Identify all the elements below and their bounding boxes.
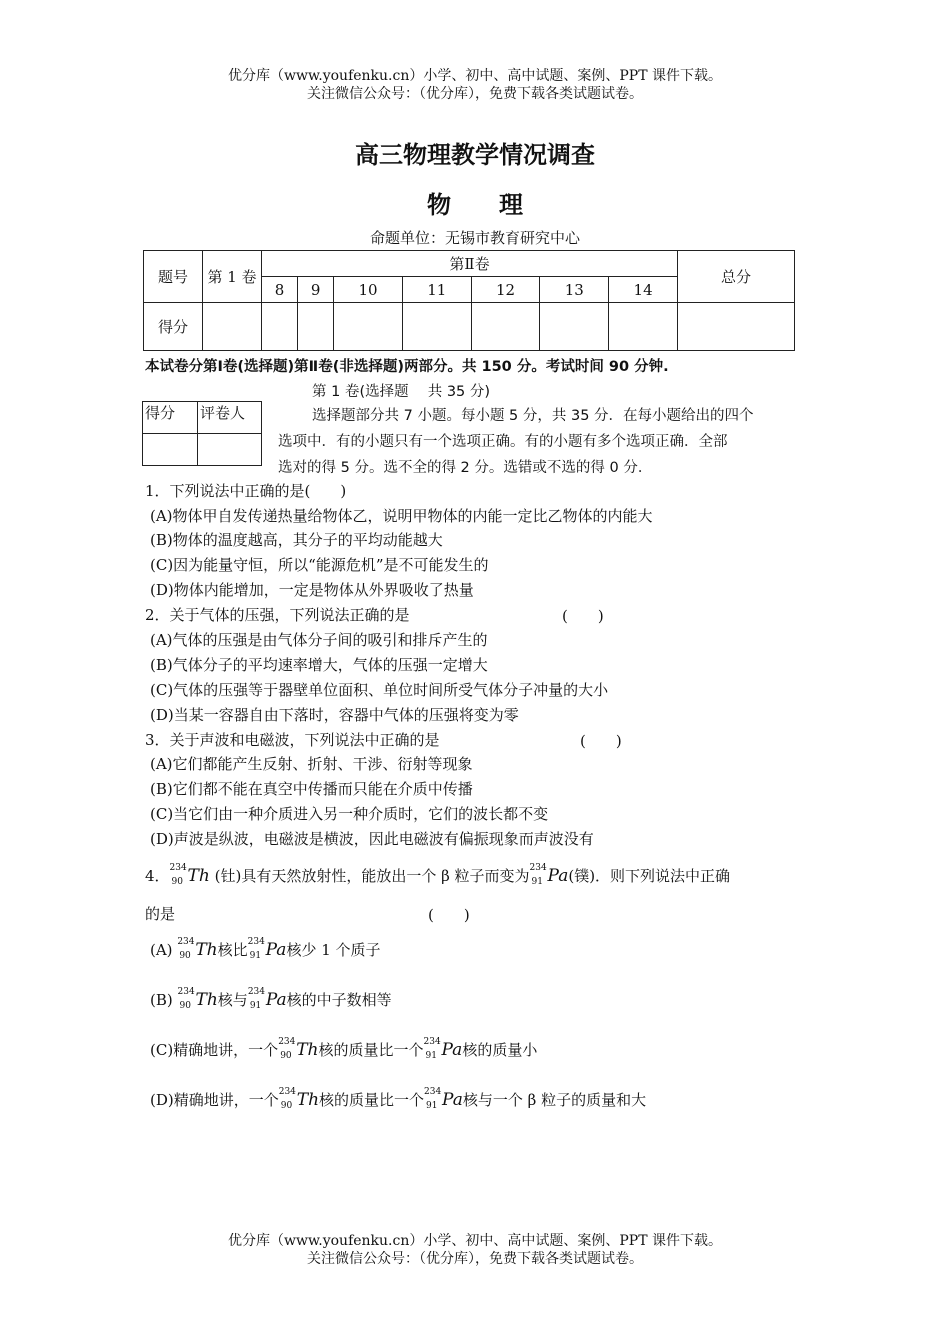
issuer: 命题单位：无锡市教育研究中心: [369, 229, 580, 247]
site-header-line2: 关注微信公众号：（优分库），免费下载各类试题试卷。: [307, 86, 643, 102]
q2-option-a[interactable]: (A)气体的压强是由气体分子间的吸引和排斥产生的: [150, 631, 488, 649]
q1-option-d[interactable]: (D)物体内能增加，一定是物体从外界吸收了热量: [150, 581, 474, 599]
cell-q9: 9: [298, 277, 334, 303]
q3-answer-blank[interactable]: ( ): [580, 732, 622, 750]
score-q9-blank[interactable]: [298, 303, 334, 351]
grader-score-label: 得分: [143, 402, 198, 434]
q1-option-a[interactable]: (A)物体甲自发传递热量给物体乙，说明甲物体的内能一定比乙物体的内能大: [150, 507, 653, 525]
site-footer-line1: 优分库（www.youfenku.cn）小学、初中、高中试题、案例、PPT 课件下载。: [227, 1233, 722, 1249]
subject-title: 物 理: [427, 191, 523, 219]
cell-part1: 第 1 卷: [203, 251, 262, 303]
score-q13-blank[interactable]: [540, 303, 609, 351]
q1-stem: 1．下列说法中正确的是( ): [145, 482, 347, 500]
q2-stem: 2．关于气体的压强，下列说法正确的是: [145, 606, 410, 624]
section1-heading: 第 1 卷(选择题 共 35 分): [312, 384, 491, 400]
q4-number: 4．: [145, 867, 170, 885]
site-footer-line2: 关注微信公众号：（优分库），免费下载各类试题试卷。: [307, 1251, 643, 1267]
q2-option-b[interactable]: (B)气体分子的平均速率增大，气体的压强一定增大: [150, 656, 488, 674]
score-q10-blank[interactable]: [334, 303, 403, 351]
q4-option-b[interactable]: (B) 234 90 Th核与 234 91 Pa核的中子数相等: [150, 987, 392, 1011]
cell-q12: 12: [471, 277, 540, 303]
cell-score-label: 得分: [144, 303, 203, 351]
q3-stem: 3．关于声波和电磁波，下列说法中正确的是: [145, 731, 440, 749]
q2-option-c[interactable]: (C)气体的压强等于器壁单位面积、单位时间所受气体分子冲量的大小: [150, 681, 609, 699]
cell-qnum: 题号: [144, 251, 203, 303]
q2-answer-blank[interactable]: ( ): [562, 607, 604, 625]
cell-part2: 第Ⅱ卷: [262, 251, 678, 277]
cell-q14: 14: [609, 277, 678, 303]
q3-option-d[interactable]: (D)声波是纵波，电磁波是横波，因此电磁波有偏振现象而声波没有: [150, 830, 594, 848]
q4-stem-line1: 4． 234 90 Th (钍)具有天然放射性，能放出一个 β 粒子而变为 234 91 Pa(镤)．则下列说法中正确: [145, 863, 731, 887]
q4-option-d[interactable]: (D)精确地讲，一个 234 90 Th核的质量比一个 234 91 Pa核与一个 β 粒子的质量和大: [150, 1087, 647, 1111]
q4-option-a[interactable]: (A) 234 90 Th核比 234 91 Pa核少 1 个质子: [150, 937, 381, 961]
q4-answer-blank[interactable]: ( ): [428, 906, 470, 924]
grader-name-blank[interactable]: [198, 434, 262, 466]
score-q8-blank[interactable]: [262, 303, 298, 351]
q1-option-c[interactable]: (C)因为能量守恒，所以“能源危机”是不可能发生的: [150, 556, 489, 574]
cell-q11: 11: [402, 277, 471, 303]
score-total-blank[interactable]: [678, 303, 795, 351]
grader-name-label: 评卷人: [198, 402, 262, 434]
pa-isotope: 234 91: [529, 863, 547, 887]
score-q12-blank[interactable]: [471, 303, 540, 351]
q1-option-b[interactable]: (B)物体的温度越高，其分子的平均动能越大: [150, 531, 443, 549]
cell-q10: 10: [334, 277, 403, 303]
q2-option-d[interactable]: (D)当某一容器自由下落时，容器中气体的压强将变为零: [150, 706, 519, 724]
th-isotope: 234 90: [169, 863, 187, 887]
site-header-line1: 优分库（www.youfenku.cn）小学、初中、高中试题、案例、PPT 课件下载。: [227, 68, 722, 84]
score-q11-blank[interactable]: [402, 303, 471, 351]
grader-table: [142, 401, 262, 466]
q4-option-c[interactable]: (C)精确地讲，一个 234 90 Th核的质量比一个 234 91 Pa核的质量小: [150, 1037, 538, 1061]
grader-score-blank[interactable]: [143, 434, 198, 466]
cell-q8: 8: [262, 277, 298, 303]
q3-option-c[interactable]: (C)当它们由一种介质进入另一种介质时，它们的波长都不变: [150, 805, 549, 823]
exam-title: 高三物理教学情况调查: [355, 141, 595, 169]
instructions-line1: 选择题部分共 7 小题。每小题 5 分，共 35 分．在每小题给出的四个: [312, 408, 754, 424]
score-q14-blank[interactable]: [609, 303, 678, 351]
q4-stem-line2: 的是: [145, 905, 176, 923]
instructions-line3: 选对的得 5 分。选不全的得 2 分。选错或不选的得 0 分．: [278, 460, 653, 476]
q3-option-b[interactable]: (B)它们都不能在真空中传播而只能在介质中传播: [150, 780, 473, 798]
cell-q13: 13: [540, 277, 609, 303]
cell-total: 总分: [678, 251, 795, 303]
instructions-line2: 选项中．有的小题只有一个选项正确。有的小题有多个选项正确．全部: [278, 434, 728, 450]
score-table: [143, 250, 795, 351]
exam-intro: 本试卷分第Ⅰ卷(选择题)第Ⅱ卷(非选择题)两部分。共 150 分。考试时间 90 分钟.: [145, 359, 669, 375]
score-part1-blank[interactable]: [203, 303, 262, 351]
q3-option-a[interactable]: (A)它们都能产生反射、折射、干涉、衍射等现象: [150, 755, 473, 773]
